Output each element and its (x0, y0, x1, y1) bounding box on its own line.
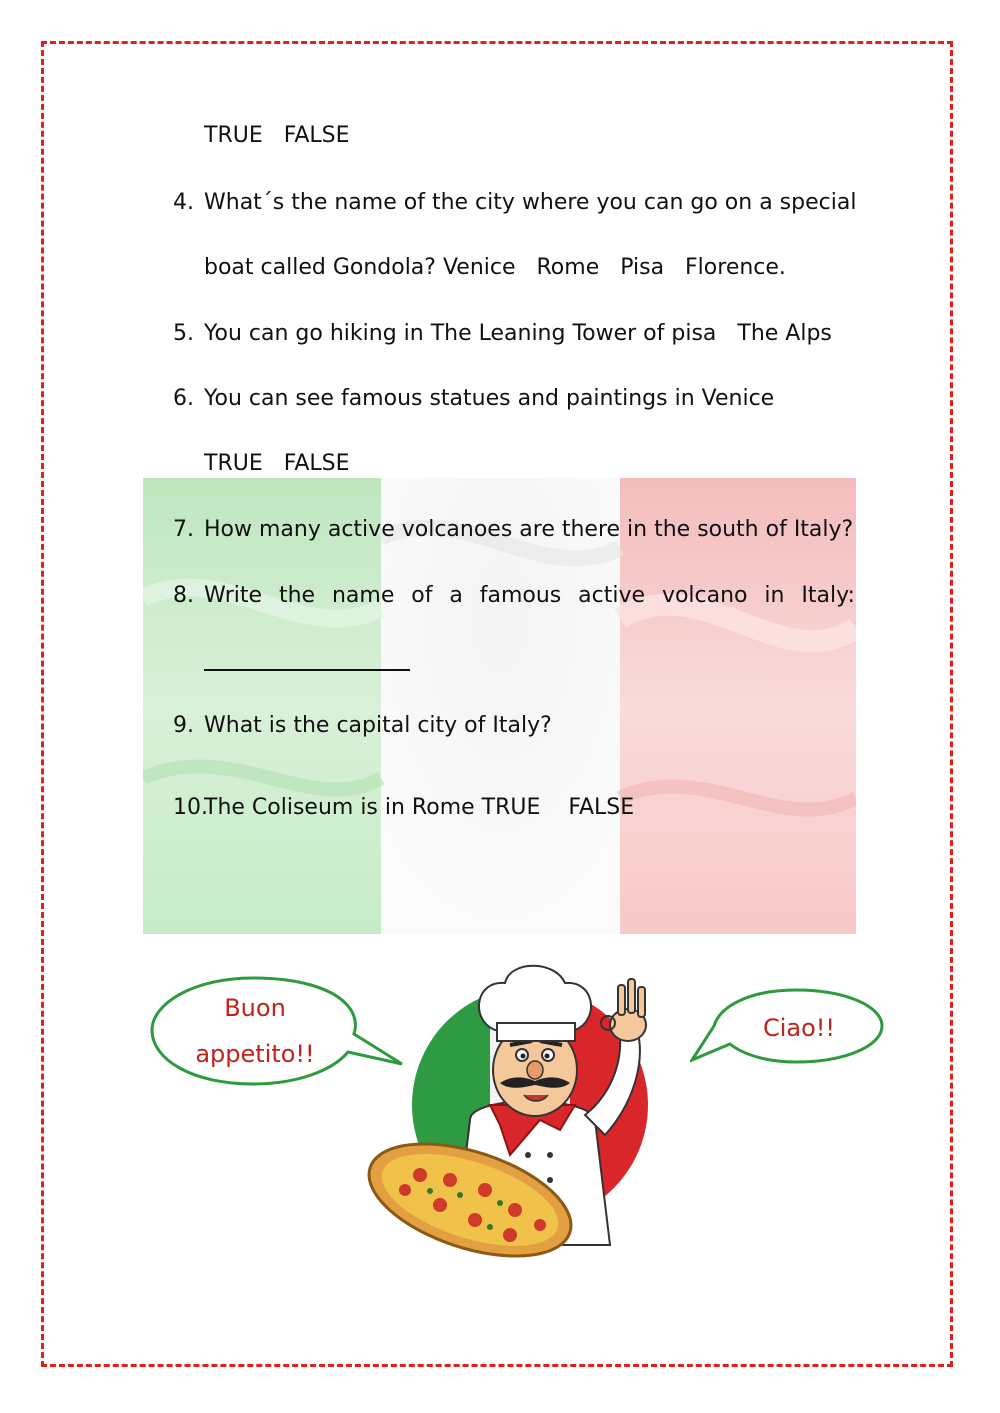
q7-number: 7. (173, 517, 194, 542)
q8-number: 8. (173, 583, 194, 608)
q8-word: in (764, 583, 785, 608)
q8-word: a (449, 583, 463, 608)
bubble-right-text: Ciao!! (762, 1014, 836, 1042)
q6-text: You can see famous statues and paintings in Venice (204, 386, 775, 411)
q4-text-line2: boat called Gondola? Venice Rome Pisa Florence. (204, 255, 786, 280)
q8-word: famous (479, 583, 562, 608)
q8-text (204, 582, 855, 610)
q10-number: 10. (173, 795, 208, 820)
q8-answer-blank[interactable] (204, 669, 410, 671)
bubble-left-line2: appetito!! (195, 1040, 315, 1068)
q10-text: The Coliseum is in Rome TRUE FALSE (204, 795, 635, 820)
q9-text: What is the capital city of Italy? (204, 713, 552, 738)
q8-word: volcano (661, 583, 748, 608)
q4-number: 4. (173, 190, 194, 215)
q6-options: TRUE FALSE (204, 451, 350, 476)
q6-number: 6. (173, 386, 194, 411)
q7-text: How many active volcanoes are there in the south of Italy? (204, 517, 854, 542)
q8-word: active (578, 583, 646, 608)
q8-word: Write (204, 583, 263, 608)
q3-options: TRUE FALSE (204, 123, 350, 148)
chef-with-pizza-illustration (360, 955, 680, 1285)
q8-word: of (411, 583, 433, 608)
q5-number: 5. (173, 321, 194, 346)
q9-number: 9. (173, 713, 194, 738)
q8-word: name (331, 583, 395, 608)
q4-text-line1: What´s the name of the city where you can go on a special (204, 190, 857, 215)
q5-text: You can go hiking in The Leaning Tower of pisa The Alps (204, 321, 832, 346)
q8-word: Italy: (801, 583, 855, 608)
italian-flag-background (143, 478, 856, 934)
bubble-left-line1: Buon (224, 994, 286, 1022)
q8-word: the (278, 583, 316, 608)
